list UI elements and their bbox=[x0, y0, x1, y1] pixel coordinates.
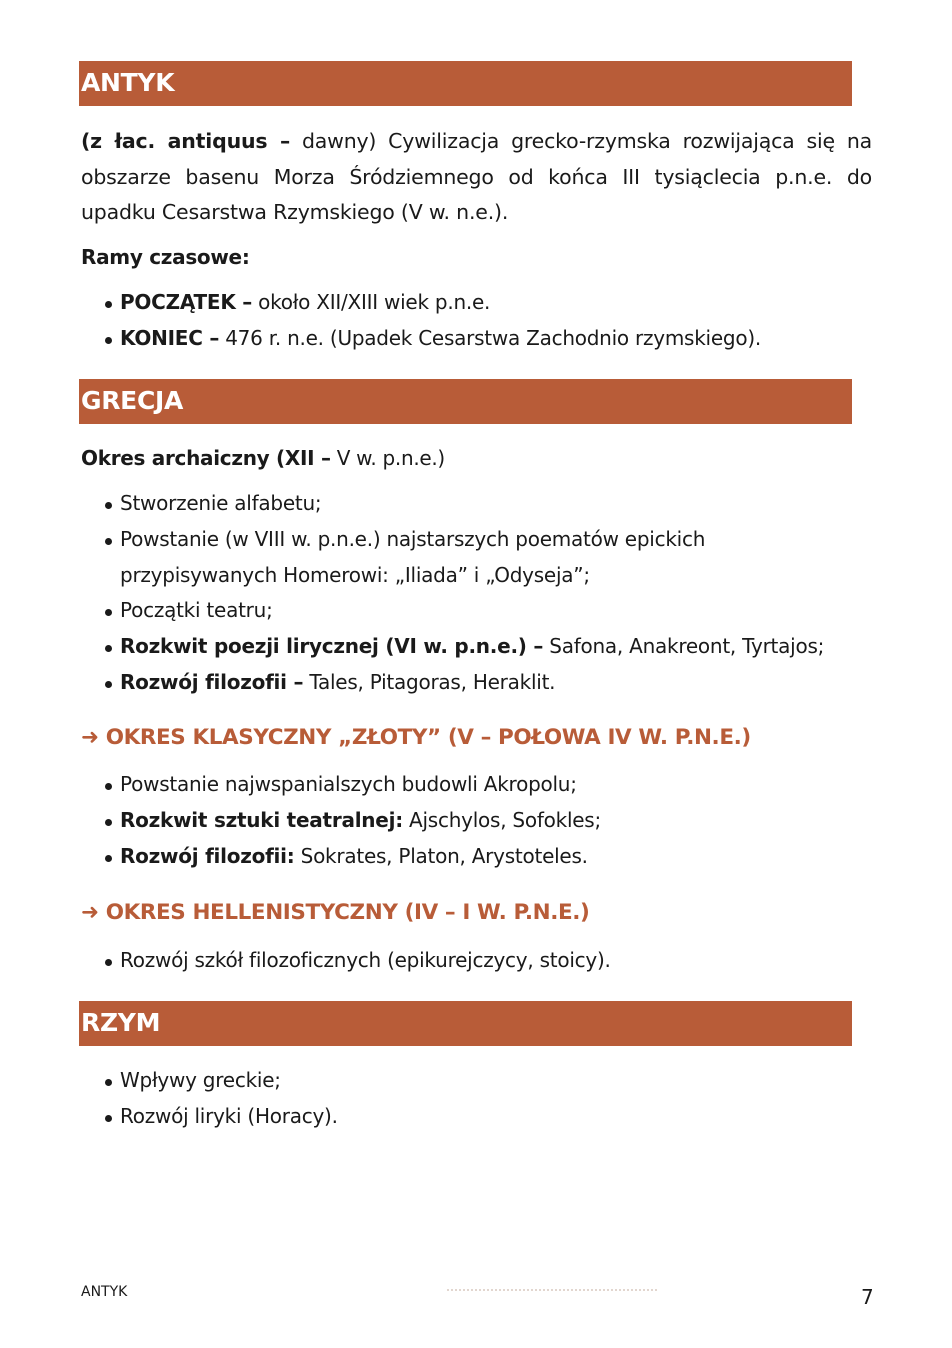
item-text: Początki teatru; bbox=[120, 598, 273, 623]
list-item bbox=[104, 767, 601, 803]
rome-list bbox=[104, 1063, 338, 1135]
list-item bbox=[104, 629, 824, 665]
item-text: Stworzenie alfabetu; bbox=[120, 491, 322, 515]
list-item bbox=[104, 803, 601, 839]
item-term: Rozkwit poezji lirycznej (VI w. p.n.e.) – bbox=[120, 634, 544, 659]
list-item bbox=[104, 839, 601, 875]
footer-divider bbox=[447, 1289, 657, 1293]
item-text: Rozwój szkół filozoficznych (epikurejczycy, stoicy). bbox=[120, 948, 611, 972]
item-term: KONIEC – bbox=[120, 325, 220, 350]
section-title: ANTYK bbox=[81, 68, 175, 97]
section-header-rzym bbox=[79, 1001, 852, 1046]
item-text: Wpływy greckie; bbox=[120, 1068, 281, 1092]
hellenistic-list bbox=[104, 943, 611, 979]
list-item bbox=[104, 285, 761, 321]
list-item bbox=[104, 522, 800, 594]
timeframe-label: Ramy czasowe: bbox=[81, 245, 250, 269]
intro-text: dawny) Cywilizacja grecko-rzymska rozwijająca się na obszarze basenu Morza Śródziemnego od końca III tysiąclecia p.n.e. do upadku Cesarstwa Rzymskiego (V w. n.e.). bbox=[81, 129, 872, 224]
hellenistic-period-heading: ➜ OKRES HELLENISTYCZNY (IV – I W. P.N.E.) bbox=[81, 900, 590, 925]
classic-period-heading: ➜ OKRES KLASYCZNY „ZŁOTY” (V – POŁOWA IV W. P.N.E.) bbox=[81, 725, 751, 750]
item-text: Powstanie (w VIII w. p.n.e.) najstarszych poematów epickich przypisywanych Homerowi: „Iliada” i „Odyseja”; bbox=[120, 526, 706, 587]
archaic-label-text: V w. p.n.e.) bbox=[330, 446, 445, 470]
item-text: Sokrates, Platon, Arystoteles. bbox=[294, 843, 588, 868]
list-item bbox=[104, 1099, 338, 1135]
list-item bbox=[104, 1063, 338, 1099]
item-text: Rozwój liryki (Horacy). bbox=[120, 1103, 338, 1128]
item-term: Rozwój filozofii: bbox=[120, 843, 295, 868]
archaic-label bbox=[81, 446, 445, 470]
item-text: Powstanie najwspanialszych budowli Akropolu; bbox=[120, 772, 577, 796]
footer-title: ANTYK bbox=[81, 1284, 128, 1300]
intro-paragraph bbox=[81, 124, 872, 231]
list-item bbox=[104, 665, 824, 701]
item-term: Rozkwit sztuki teatralnej: bbox=[120, 807, 403, 832]
item-text: Tales, Pitagoras, Heraklit. bbox=[303, 669, 556, 694]
item-text: Safona, Anakreont, Tyrtajos; bbox=[543, 634, 825, 659]
list-item bbox=[104, 321, 761, 357]
item-term: POCZĄTEK – bbox=[120, 290, 253, 314]
list-item bbox=[104, 593, 824, 629]
item-text: około XII/XIII wiek p.n.e. bbox=[252, 290, 491, 314]
classic-list bbox=[104, 767, 601, 874]
intro-term: (z łac. antiquus – bbox=[81, 129, 290, 153]
page-number: 7 bbox=[861, 1285, 874, 1309]
archaic-label-bold: Okres archaiczny (XII – bbox=[81, 446, 331, 470]
item-text: 476 r. n.e. (Upadek Cesarstwa Zachodnio rzymskiego). bbox=[219, 325, 761, 350]
section-title: GRECJA bbox=[81, 386, 184, 415]
archaic-list bbox=[104, 486, 824, 701]
item-term: Rozwój filozofii – bbox=[120, 669, 304, 694]
timeframe-list bbox=[104, 285, 761, 357]
section-header-antyk bbox=[79, 61, 852, 106]
item-text: Ajschylos, Sofokles; bbox=[402, 807, 601, 832]
list-item bbox=[104, 486, 824, 522]
section-header-grecja bbox=[79, 379, 852, 424]
section-title: RZYM bbox=[81, 1008, 161, 1037]
list-item bbox=[104, 943, 611, 979]
